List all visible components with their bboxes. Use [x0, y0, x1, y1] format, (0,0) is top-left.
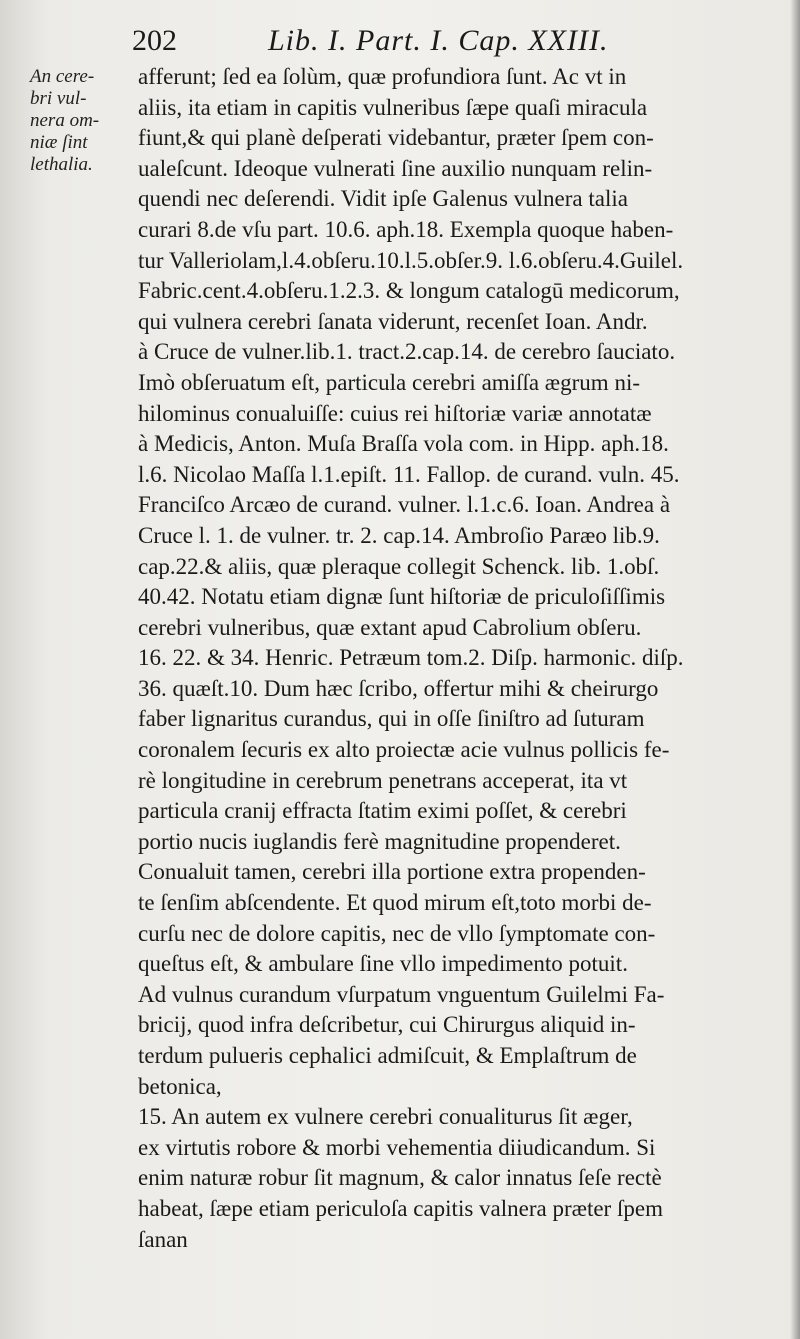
text-line: hilominus conualuiſſe: cuius rei hiſtoriæ variæ annotatæ: [138, 400, 652, 426]
text-line: rè longitudine in cerebrum penetrans acceperat, ita vt: [138, 767, 628, 793]
body-text: [138, 62, 788, 1255]
margin-note-line: niæ ſint: [30, 132, 88, 153]
text-line: faber lignaritus curandus, qui in oſſe ſiniſtro ad ſuturam: [138, 706, 645, 732]
text-line: 40.42. Notatu etiam dignæ ſunt hiſtoriæ de priculoſiſſimis: [138, 584, 666, 610]
text-line: ex virtutis robore & morbi vehementia diiudicandum. Si: [138, 1134, 656, 1160]
text-line: cerebri vulneribus, quæ extant apud Cabrolium obſeru.: [138, 614, 642, 640]
text-line: à Medicis, Anton. Muſa Braſſa vola com. in Hipp. aph.18.: [138, 431, 669, 457]
margin-note-line: nera om-: [30, 110, 100, 131]
page-header: [132, 24, 772, 64]
text-line: ualeſcunt. Ideoque vulnerati ſine auxilio nunquam relin-: [138, 155, 653, 181]
text-line: te ſenſim abſcendente. Et quod mirum eſt,toto morbi de-: [138, 890, 652, 916]
text-line: enim naturæ robur ſit magnum, & calor innatus ſeſe rectè: [138, 1165, 662, 1191]
text-line: curſu nec de dolore capitis, nec de vllo ſymptomate con-: [138, 920, 656, 946]
text-line: Cruce l. 1. de vulner. tr. 2. cap.14. Ambroſio Paræo lib.9.: [138, 522, 660, 548]
text-line: qui vulnera cerebri ſanata viderunt, recenſet Ioan. Andr.: [138, 308, 648, 334]
text-line: Fabric.cent.4.obſeru.1.2.3. & longum catalogū medicorum,: [138, 278, 680, 304]
page-edge-shadow: [790, 0, 800, 1339]
text-line: habeat, ſæpe etiam periculoſa capitis valnera præter ſpem: [138, 1195, 663, 1221]
text-line: à Cruce de vulner.lib.1. tract.2.cap.14. de cerebro ſauciato.: [138, 339, 676, 365]
text-line: terdum pulueris cephalici admiſcuit, & Emplaſtrum de: [138, 1043, 637, 1068]
text-line: 15. An autem ex vulnere cerebri conualiturus ſit æger,: [138, 1104, 633, 1130]
margin-note-line: bri vul-: [30, 88, 87, 109]
text-line: particula cranij effracta ſtatim eximi poſſet, & cerebri: [138, 798, 627, 824]
text-line: Conualuit tamen, cerebri illa portione extra propenden-: [138, 859, 646, 885]
text-line: fiunt,& qui planè deſperati videbantur, præter ſpem con-: [138, 125, 654, 151]
text-line: bricij, quod infra deſcribetur, cui Chirurgus aliquid in-: [138, 1012, 636, 1038]
text-line: cap.22.& aliis, quæ pleraque collegit Schenck. lib. 1.obſ.: [138, 553, 660, 579]
text-line: 36. quæſt.10. Dum hæc ſcribo, offertur mihi & cheirurgo: [138, 675, 659, 701]
text-line: coronalem ſecuris ex alto proiectæ acie vulnus pollicis fe-: [138, 737, 670, 763]
text-line: 16. 22. & 34. Henric. Petræum tom.2. Diſp. harmonic. diſp.: [138, 645, 684, 671]
text-line: betonica,: [138, 1073, 222, 1099]
text-line: Ad vulnus curandum vſurpatum vnguentum Guilelmi Fa-: [138, 981, 665, 1007]
margin-note-line: lethalia.: [30, 154, 93, 175]
text-line: portio nucis iuglandis ferè magnitudine propenderet.: [138, 828, 621, 854]
text-line: curari 8.de vſu part. 10.6. aph.18. Exempla quoque haben-: [138, 216, 674, 242]
text-line: Franciſco Arcæo de curand. vulner. l.1.c.6. Ioan. Andrea à: [138, 492, 671, 518]
text-line: queſtus eſt, & ambulare ſine vllo impedimento potuit.: [138, 951, 628, 977]
text-line: aliis, ita etiam in capitis vulneribus ſæpe quaſi miracula: [138, 94, 648, 120]
text-line: l.6. Nicolao Maſſa l.1.epiſt. 11. Fallop. de curand. vuln. 45.: [138, 461, 680, 487]
running-head: Lib. I. Part. I. Cap. XXIII.: [268, 24, 609, 57]
text-line: afferunt; ſed ea ſolùm, quæ profundiora ſunt. Ac vt in: [138, 64, 627, 89]
text-line: Imò obſeruatum eſt, particula cerebri amiſſa ægrum ni-: [138, 369, 640, 395]
text-line: quendi nec deſerendi. Vidit ipſe Galenus vulnera talia: [138, 186, 628, 212]
margin-note: [30, 66, 130, 176]
page-number: 202: [132, 24, 177, 57]
text-line: tur Valleriolam,l.4.obſeru.10.l.5.obſer.9. l.6.obſeru.4.Guilel.: [138, 247, 684, 273]
text-line: ſanan: [138, 1226, 188, 1252]
margin-note-line: An cere-: [30, 66, 95, 87]
